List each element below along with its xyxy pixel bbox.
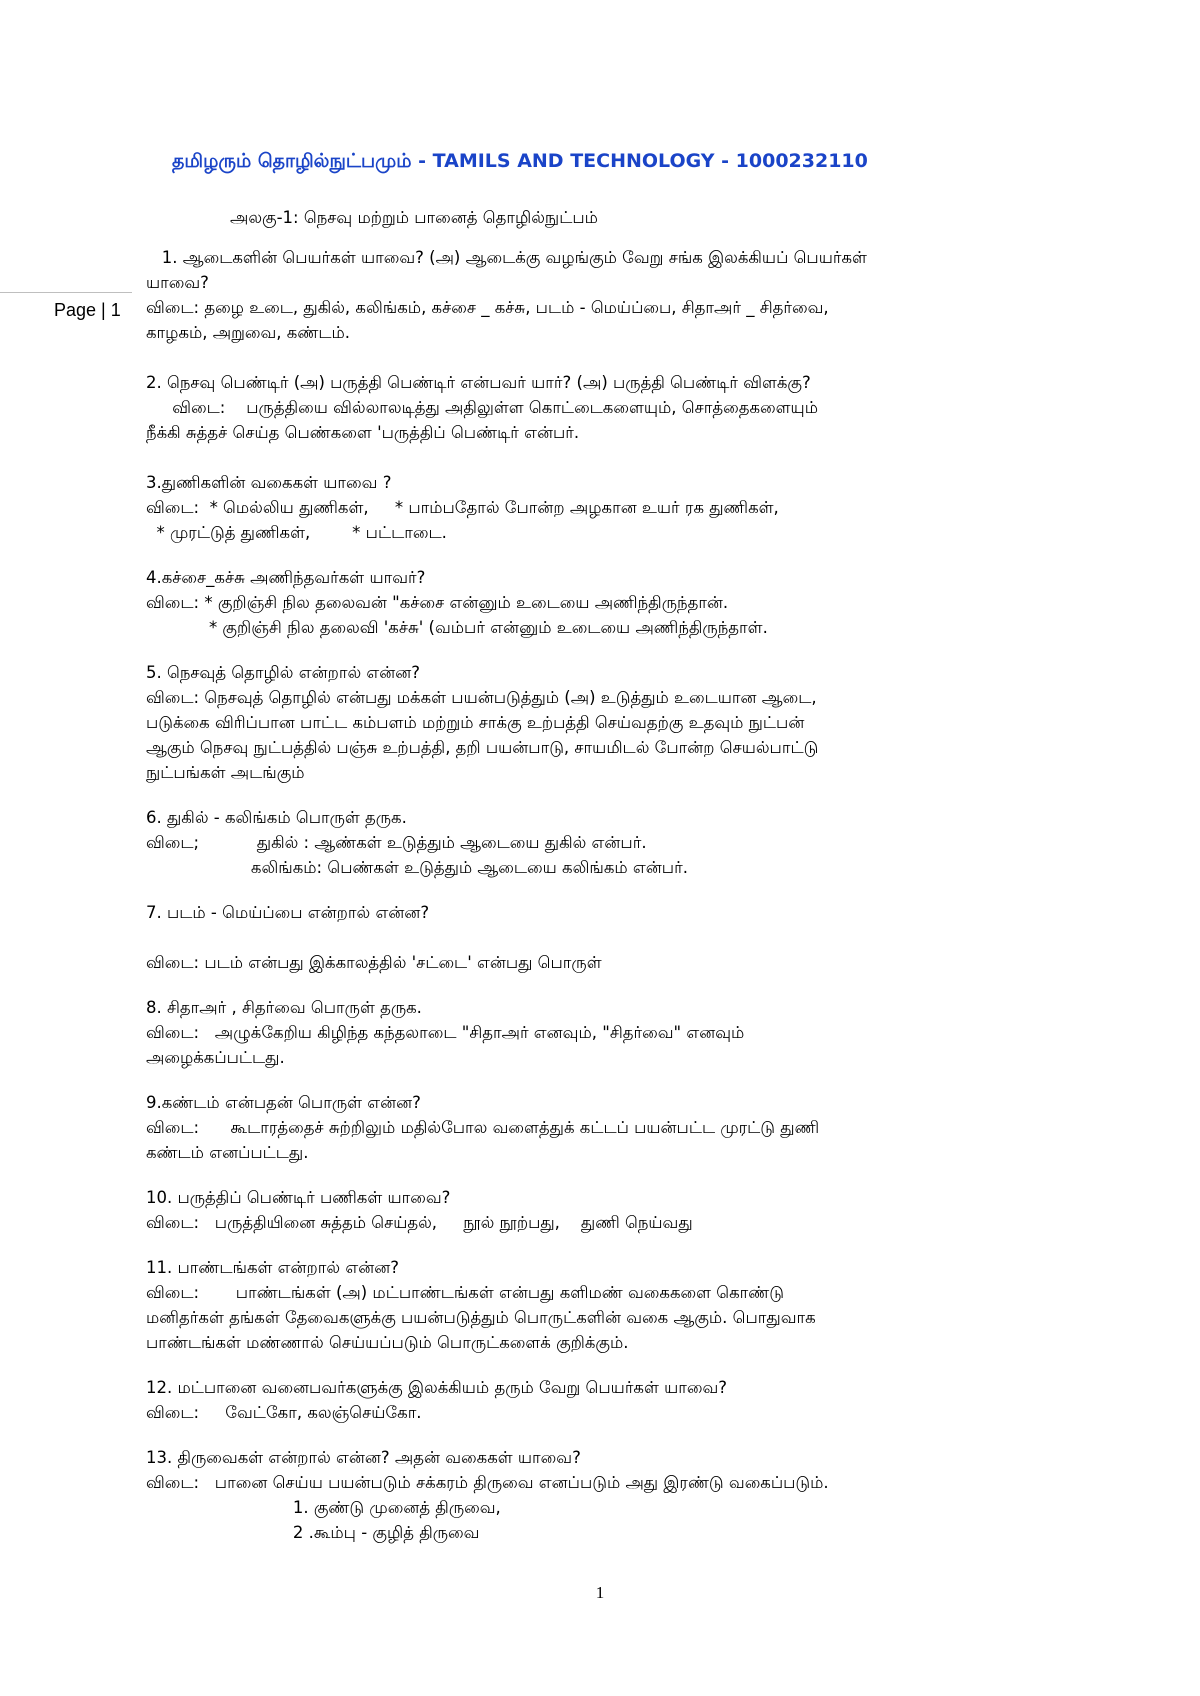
page-label-rule — [0, 292, 132, 293]
qa-item-12 — [146, 1375, 1046, 1425]
qa-line: 1. குண்டு முனைத் திருவை, — [146, 1498, 501, 1517]
qa-line: * குறிஞ்சி நில தலைவி 'கச்சு' (வம்பர் என்னும் உடையை அணிந்திருந்தாள். — [146, 618, 768, 637]
qa-line: அழைக்கப்பட்டது. — [146, 1048, 285, 1067]
qa-line: விடை: பானை செய்ய பயன்படும் சக்கரம் திருவை எனப்படும் அது இரண்டு வகைப்படும். — [146, 1473, 829, 1492]
qa-line: 12. மட்பானை வனைபவர்களுக்கு இலக்கியம் தரும் வேறு பெயர்கள் யாவை? — [146, 1378, 728, 1397]
qa-line: கண்டம் எனப்பட்டது. — [146, 1143, 309, 1162]
qa-item-5 — [146, 660, 1046, 785]
qa-line: 10. பருத்திப் பெண்டிர் பணிகள் யாவை? — [146, 1188, 451, 1207]
qa-line: விடை: பருத்தியினை சுத்தம் செய்தல், நூல் நூற்பது, துணி நெய்வது — [146, 1213, 693, 1232]
qa-line: விடை: பாண்டங்கள் (அ) மட்பாண்டங்கள் என்பது களிமண் வகைகளை கொண்டு — [146, 1283, 785, 1302]
qa-line: 9.கண்டம் என்பதன் பொருள் என்ன? — [146, 1093, 421, 1112]
qa-line: 3.துணிகளின் வகைகள் யாவை ? — [146, 473, 392, 492]
qa-line: 11. பாண்டங்கள் என்றால் என்ன? — [146, 1258, 399, 1277]
qa-line: 5. நெசவுத் தொழில் என்றால் என்ன? — [146, 663, 421, 682]
qa-item-10 — [146, 1185, 1046, 1235]
qa-line: விடை: பருத்தியை வில்லாலடித்து அதிலுள்ள கொட்டைகளையும், சொத்தைகளையும் — [146, 398, 818, 417]
qa-line: 2 .கூம்பு - குழித் திருவை — [146, 1523, 480, 1542]
qa-line: காழகம், அறுவை, கண்டம். — [146, 323, 351, 342]
qa-line: படுக்கை விரிப்பான பாட்ட கம்பளம் மற்றும் சாக்கு உற்பத்தி செய்வதற்கு உதவும் நுட்பன் — [146, 713, 805, 732]
qa-line: 1. ஆடைகளின் பெயர்கள் யாவை? (அ) ஆடைக்கு வழங்கும் வேறு சங்க இலக்கியப் பெயர்கள் — [146, 248, 867, 267]
qa-line: 4.கச்சை_கச்சு அணிந்தவர்கள் யாவர்? — [146, 568, 426, 587]
qa-item-11 — [146, 1255, 1046, 1355]
qa-item-6 — [146, 805, 1046, 880]
qa-item-3 — [146, 470, 1046, 545]
qa-line: யாவை? — [146, 273, 209, 292]
qa-line: விடை: * மெல்லிய துணிகள், * பாம்பதோல் போன்ற அழகான உயர் ரக துணிகள், — [146, 498, 779, 517]
qa-line: நீக்கி சுத்தச் செய்த பெண்களை 'பருத்திப் பெண்டிர் என்பர். — [146, 423, 580, 442]
qa-line: நுட்பங்கள் அடங்கும் — [146, 763, 305, 782]
qa-item-9 — [146, 1090, 1046, 1165]
qa-item-2 — [146, 370, 1046, 445]
qa-line: பாண்டங்கள் மண்ணால் செய்யப்படும் பொருட்களைக் குறிக்கும். — [146, 1333, 629, 1352]
qa-item-4 — [146, 565, 1046, 640]
qa-line: 13. திருவைகள் என்றால் என்ன? அதன் வகைகள் யாவை? — [146, 1448, 581, 1467]
qa-line: 6. துகில் - கலிங்கம் பொருள் தருக. — [146, 808, 407, 827]
qa-item-7 — [146, 900, 1046, 975]
qa-line: விடை: தழை உடை, துகில், கலிங்கம், கச்சை _ கச்சு, படம் - மெய்ப்பை, சிதாஅர் _ சிதர்வை, — [146, 298, 829, 317]
qa-item-8 — [146, 995, 1046, 1070]
qa-line: 8. சிதாஅர் , சிதர்வை பொருள் தருக. — [146, 998, 422, 1017]
qa-line: 7. படம் - மெய்ப்பை என்றால் என்ன? — [146, 903, 430, 922]
qa-line — [146, 925, 1046, 950]
qa-line: விடை; துகில் : ஆண்கள் உடுத்தும் ஆடையை துகில் என்பர். — [146, 833, 647, 852]
qa-line: விடை: * குறிஞ்சி நில தலைவன் "கச்சை என்னும் உடையை அணிந்திருந்தான். — [146, 593, 729, 612]
qa-item-1 — [146, 245, 1046, 345]
unit-heading: அலகு-1: நெசவு மற்றும் பானைத் தொழில்நுட்பம் — [230, 208, 598, 227]
qa-line: விடை: படம் என்பது இக்காலத்தில் 'சட்டை' என்பது பொருள் — [146, 953, 602, 972]
qa-line: விடை: கூடாரத்தைச் சுற்றிலும் மதில்போல வளைத்துக் கட்டப் பயன்பட்ட முரட்டு துணி — [146, 1118, 820, 1137]
qa-line: கலிங்கம்: பெண்கள் உடுத்தும் ஆடையை கலிங்கம் என்பர். — [146, 858, 688, 877]
page-number: 1 — [595, 1583, 605, 1602]
page-label: Page | 1 — [54, 300, 121, 320]
qa-line: 2. நெசவு பெண்டிர் (அ) பருத்தி பெண்டிர் என்பவர் யார்? (அ) பருத்தி பெண்டிர் விளக்கு? — [146, 373, 811, 392]
qa-line: ஆகும் நெசவு நுட்பத்தில் பஞ்சு உற்பத்தி, தறி பயன்பாடு, சாயமிடல் போன்ற செயல்பாட்டு — [146, 738, 819, 757]
qa-line: விடை: வேட்கோ, கலஞ்செய்கோ. — [146, 1403, 422, 1422]
qa-line: விடை: நெசவுத் தொழில் என்பது மக்கள் பயன்படுத்தும் (அ) உடுத்தும் உடையான ஆடை, — [146, 688, 817, 707]
qa-line: மனிதர்கள் தங்கள் தேவைகளுக்கு பயன்படுத்தும் பொருட்களின் வகை ஆகும். பொதுவாக — [146, 1308, 816, 1327]
document-title: தமிழரும் தொழில்நுட்பமும் - TAMILS AND TECHNOLOGY - 1000232110 — [172, 150, 868, 172]
qa-item-13 — [146, 1445, 1046, 1545]
qa-line: விடை: அழுக்கேறிய கிழிந்த கந்தலாடை "சிதாஅர் எனவும், "சிதர்வை" எனவும் — [146, 1023, 745, 1042]
qa-line: * முரட்டுத் துணிகள், * பட்டாடை. — [146, 523, 447, 542]
